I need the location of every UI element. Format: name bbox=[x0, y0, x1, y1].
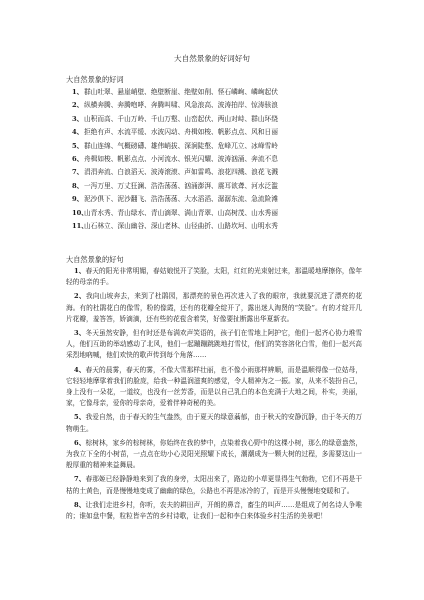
list-item bbox=[72, 99, 372, 112]
paragraph-number: 8、 bbox=[74, 500, 86, 509]
list-text: 一泻万里、万丈狂澜、浩浩荡荡、汹涌澎湃、震耳欲聋、河水泛滥 bbox=[84, 181, 278, 190]
paragraph-number: 5、 bbox=[74, 413, 86, 422]
list-number: 10、 bbox=[72, 208, 88, 217]
list-item bbox=[72, 193, 372, 206]
list-number: 5、 bbox=[72, 141, 84, 150]
phrase-list bbox=[72, 86, 372, 233]
paragraph bbox=[66, 500, 362, 522]
list-text: 山石林立、深山幽谷、深山老林、山径曲折、山路坎坷、山明水秀 bbox=[84, 221, 278, 230]
list-item bbox=[72, 153, 372, 166]
paragraph-number: 1、 bbox=[74, 267, 86, 275]
list-item bbox=[72, 86, 372, 99]
paragraph-number: 4、 bbox=[74, 365, 86, 374]
list-item bbox=[72, 180, 372, 193]
paragraph bbox=[66, 328, 362, 362]
list-item bbox=[72, 126, 372, 139]
list-text: 群山连绵、气概磅礴、雄伟峭拔、深涧陡壑、危峰兀立、冰峰雪岭 bbox=[84, 141, 278, 150]
list-text: 舟楫如梭、帆影点点、小河流水、银光闪耀、波涛汹涌、奔流不息 bbox=[84, 154, 278, 163]
paragraph-text: 让我们走进乡村，你听，农夫的耕田声，开朗的鼻音，畜生的叫声……是组成了何名诗人争唯的；谁如盘中餐，粒粒皆辛苦的乡村诗歌，让我们一起和李白来体验乡村生活的美景吧！ bbox=[66, 500, 363, 521]
paragraph-number: 6、 bbox=[74, 438, 86, 447]
list-text: 拒绝有声、水流平缓、水波闪动、舟楫如梭、帆影点点、风和日丽 bbox=[84, 128, 278, 137]
list-number: 7、 bbox=[72, 168, 84, 177]
paragraph-text: 春天的阳光非常明媚，春姑娘悦开了笑脸，太阳，红红的光束射过来，那温暖地摩擦你，像年轻的母亲的手。 bbox=[66, 267, 363, 287]
section-heading-sentences: 大自然景象的好句 bbox=[66, 255, 124, 264]
sentence-paragraphs bbox=[66, 266, 362, 525]
list-text: 山青水秀、青山绿水、青山滴翠、满山青翠、山高树茂、山水秀丽 bbox=[84, 208, 278, 217]
list-item bbox=[72, 207, 372, 220]
paragraph bbox=[66, 412, 362, 434]
list-number: 3、 bbox=[72, 114, 84, 123]
list-number: 1、 bbox=[72, 88, 84, 96]
list-item bbox=[72, 220, 372, 233]
list-item bbox=[72, 166, 372, 179]
paragraph bbox=[66, 474, 362, 496]
list-text: 泥沙俱下、泥沙翻飞、浩浩荡荡、大水滔滔、潺潺东流、急流险滩 bbox=[84, 195, 278, 204]
paragraph-number: 2、 bbox=[74, 292, 86, 301]
list-text: 山积而高、千山万岭、千山万壑、山峦起伏、两山对峙、群山环绕 bbox=[84, 114, 278, 123]
list-text: 涓涓奔流、白浪滔天、波涛滚滚、声如雷鸣、浪花四溅、浪花飞溅 bbox=[84, 168, 278, 177]
list-number: 9、 bbox=[72, 195, 84, 204]
paragraph bbox=[66, 365, 362, 410]
list-number: 8、 bbox=[72, 181, 84, 190]
list-text: 纵横奔腾、奔腾咆哮、奔腾叫啸、风急浪高、波涛拍岸、惊涛骇浪 bbox=[84, 101, 278, 110]
paragraph-text: 我爱自然，由于春天的生气盎然，由于夏天的绿意蓊郁，由于秋天的安静沉静，由于冬天的万物萌生。 bbox=[66, 413, 363, 433]
list-number: 2、 bbox=[72, 101, 84, 110]
paragraph bbox=[66, 266, 362, 288]
list-text: 群山吐翠、悬崖峭壁、绝壁断崖、绝壁如削、怪石嶙峋、嶙峋起伏 bbox=[84, 88, 278, 96]
section-heading-phrases: 大自然景象的好词 bbox=[66, 75, 124, 84]
list-number: 4、 bbox=[72, 128, 84, 137]
paragraph-text: 春天的晨雾，春天的雾，不像大雪那样壮丽，也不像小雨那样辨顺，而是温顺得像一位姑母，它轻轻地摩挲着我们的脸庞，给我一种温润滋爽的感觉，令人精神为之一振。家，从来不装扮自己，身上没有一朵花，一道纹，也没有一丝芳香，而是以自己乳白的本色充满于大地之间，朴实，美丽，家，它像母亲，爱你的母亲奇，爱着伴神奇秘的美。 bbox=[66, 365, 363, 408]
list-number: 6、 bbox=[72, 154, 84, 163]
list-item bbox=[72, 113, 372, 126]
paragraph-number: 3、 bbox=[74, 329, 86, 338]
paragraph-text: 春那姬已经静静地来到了我的身旁，太阳出来了，路边的小草更显得生气勃勃，它们不再是干枯的土黄色，而是慢慢地变成了幽幽的绿色，公路也不再是冰冷的了，而是开头慢慢地变暖和了。 bbox=[66, 475, 363, 495]
paragraph-text: 我向山坡奔去，来到了杜鹃园，那漂亮的景色再次进入了我的眼帘，我就要沉进了漂亮的花海。有的杜鹃花白的像雪，粉的像霞，还有的花瓣全绽开了，露出迷人淘贤的“笑脸”。有的才绽开几片花瓣，羞答答，娇滴滴，还有些的花苞含着笑，好像要扯断露出华夏新衣。 bbox=[66, 292, 363, 323]
paragraph bbox=[66, 291, 362, 325]
document-title: 大自然景象的好词好句 bbox=[174, 54, 250, 63]
paragraph-text: 棕树林，家乡的棕树林，你始终在我的梦中，点染着我心野中的这棵小树，那么的绿意盎然，为我立下全的小树苗，一点点在幼小心灵阳光照耀下成长，潮潮成为一颗大树的过程，多需要这山一般厚重的精神来益舞晨。 bbox=[66, 438, 363, 470]
list-item bbox=[72, 140, 372, 153]
paragraph-number: 7、 bbox=[74, 475, 86, 484]
list-number: 11、 bbox=[72, 221, 88, 230]
paragraph-text: 冬天虽然安静，但有时还是布满欢声笑语的，孩子们在雪地上阿护它，他们一起齐心协力堆雪人，他们互助的举动感动了北风，他们一起蹦蹦跳跳地打雪仗，他们的笑容溶化白雪，他们一起兴高采烈地吶喊，他们欢快的歌声传到每个角落…… bbox=[66, 329, 363, 360]
paragraph bbox=[66, 438, 362, 472]
